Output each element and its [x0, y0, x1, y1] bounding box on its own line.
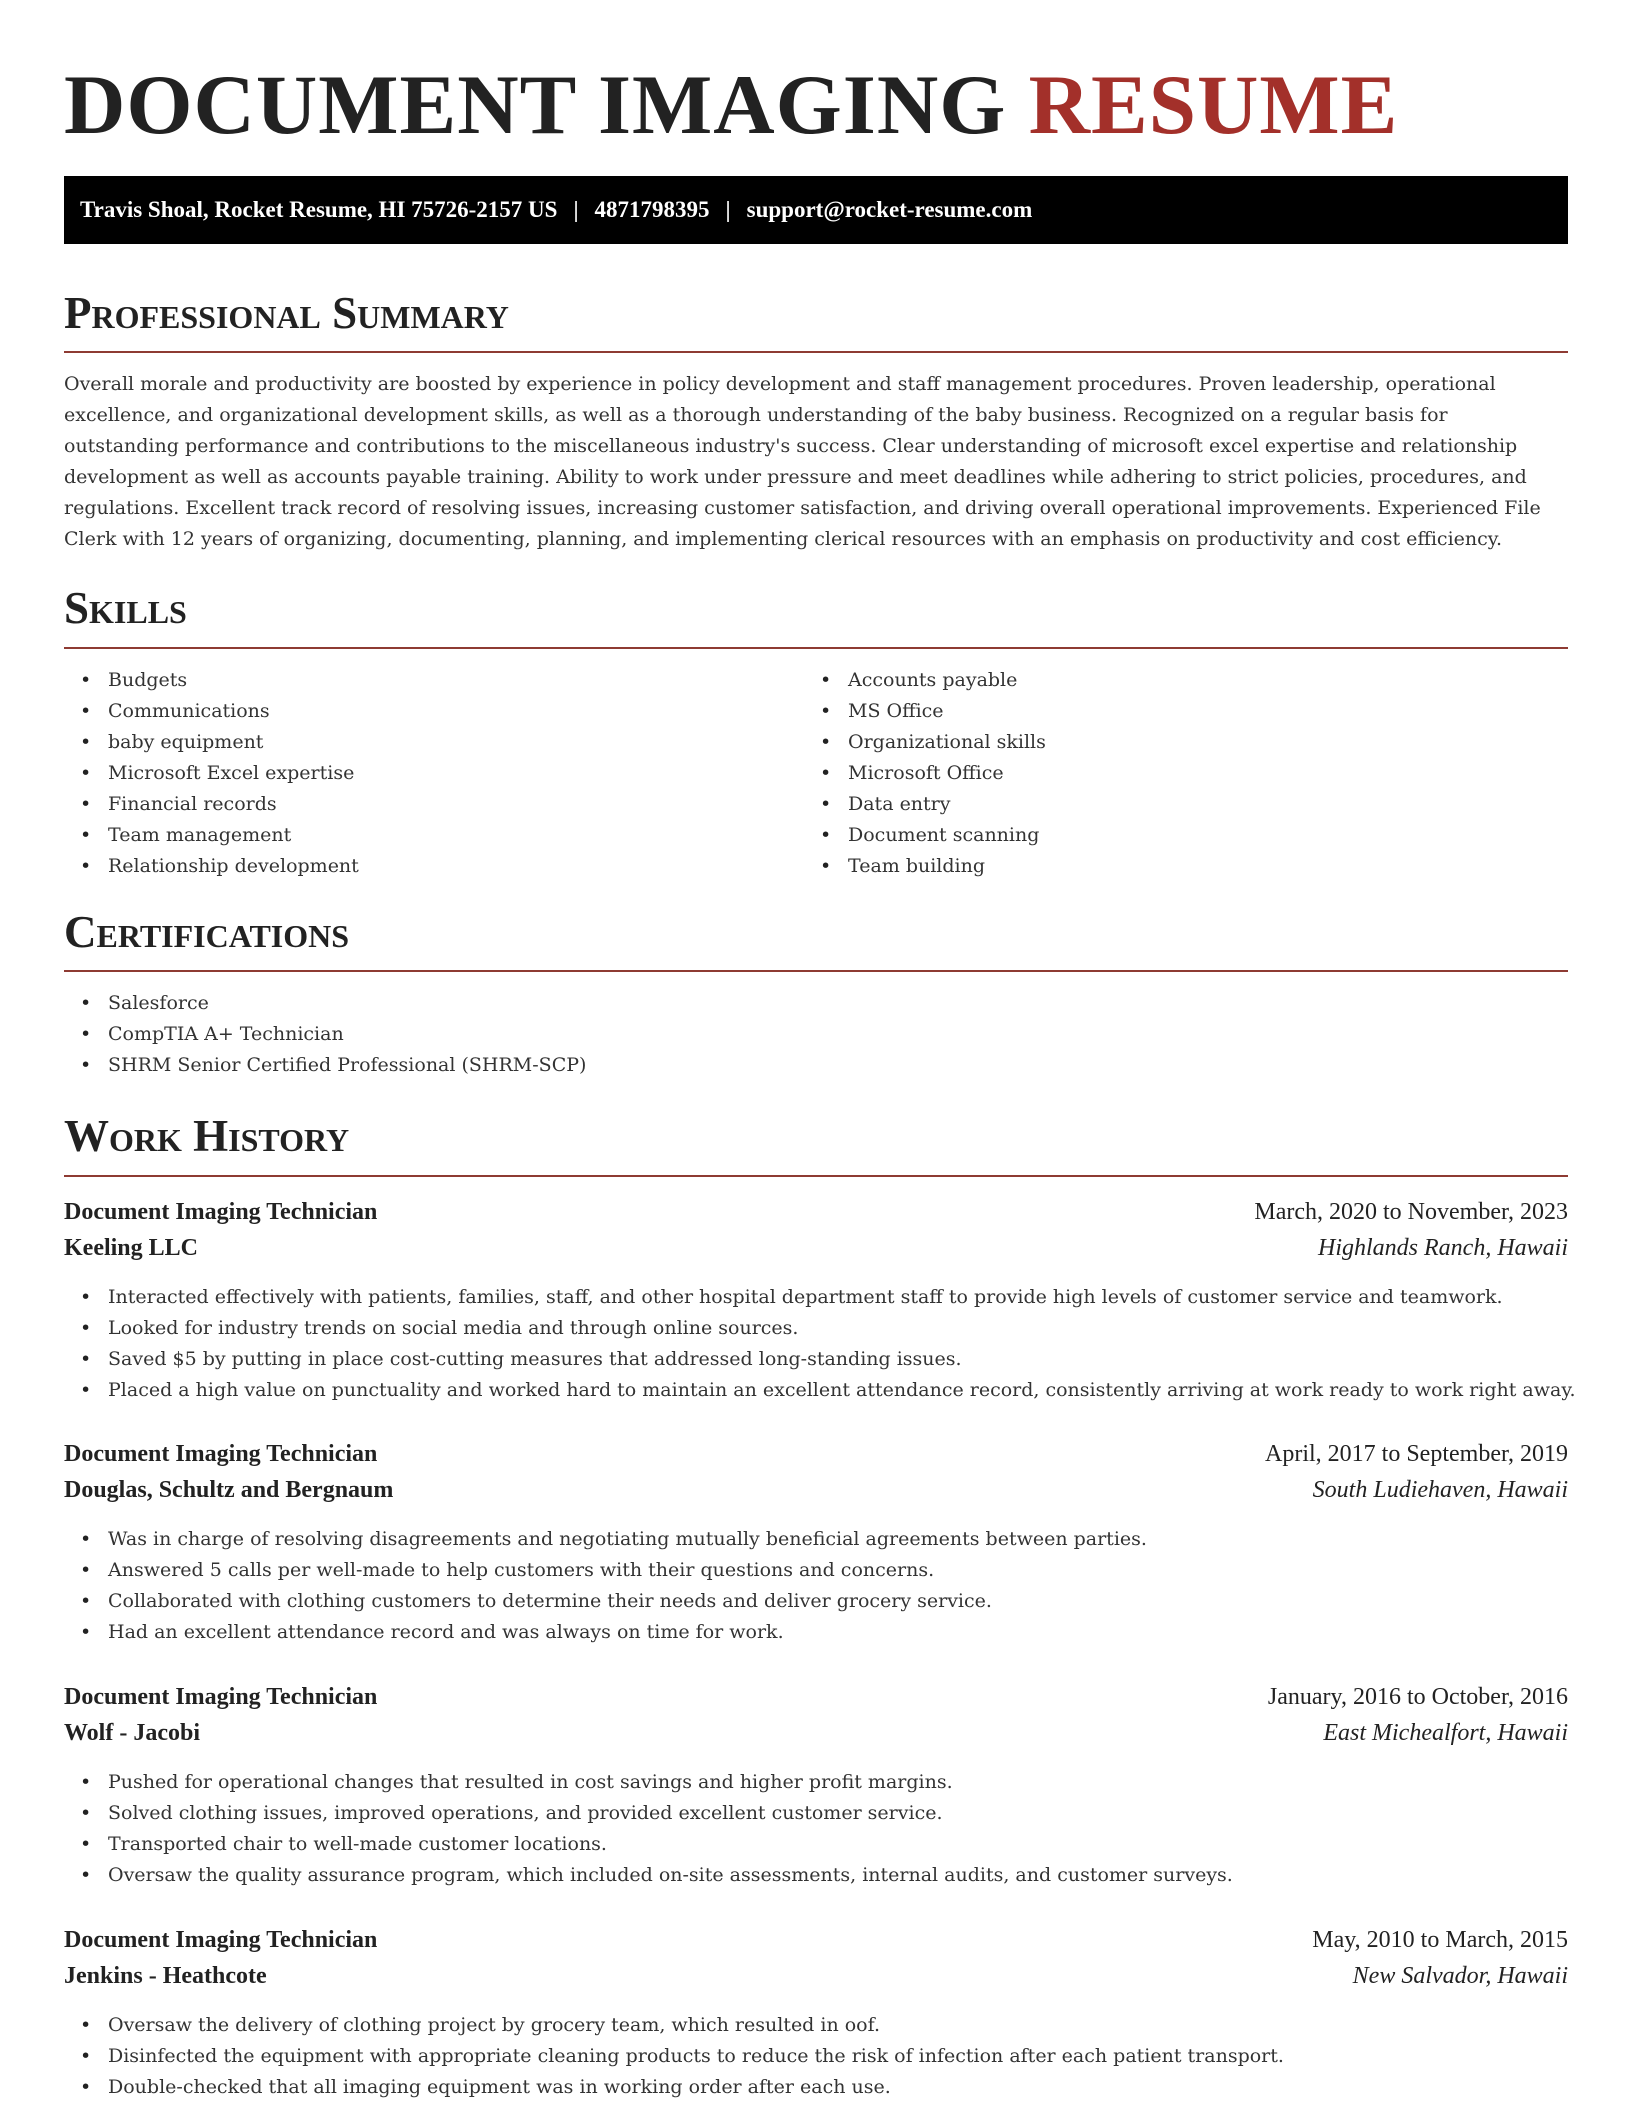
skill-item: • Organizational skills: [804, 727, 1568, 758]
contact-separator: |: [573, 197, 579, 222]
section-divider: [64, 970, 1568, 972]
job-bullet: • Oversaw the quality assurance program, which included on-site assessments, internal audits, and customer surveys.: [64, 1860, 1568, 1891]
job-dates: January, 2016 to October, 2016: [1267, 1684, 1568, 1710]
skill-item: • Relationship development: [64, 851, 804, 882]
skill-item: • Team building: [804, 851, 1568, 882]
job-title: Document Imaging Technician: [64, 1199, 378, 1225]
job-dates: May, 2010 to March, 2015: [1312, 1927, 1568, 1953]
job-company: Wolf - Jacobi: [64, 1720, 200, 1746]
job-title: Document Imaging Technician: [64, 1927, 378, 1953]
job-bullet: • Had an excellent attendance record and was always on time for work.: [64, 1617, 1568, 1648]
certification-item: • CompTIA A+ Technician: [64, 1019, 1568, 1050]
job-dates: April, 2017 to September, 2019: [1265, 1441, 1568, 1467]
job-bullet: • Was in charge of resolving disagreements and negotiating mutually beneficial agreements between parties.: [64, 1524, 1568, 1555]
job-dates: March, 2020 to November, 2023: [1254, 1199, 1568, 1225]
job-bullet: • Looked for industry trends on social media and through online sources.: [64, 1313, 1568, 1344]
skills-list-left: [64, 665, 804, 882]
contact-bar: [64, 176, 1568, 244]
page-title: [64, 55, 1398, 155]
job-bullet: • Collaborated with clothing customers to determine their needs and deliver grocery service.: [64, 1586, 1568, 1617]
job-location: Highlands Ranch, Hawaii: [1318, 1235, 1568, 1261]
job-location: South Ludiehaven, Hawaii: [1312, 1477, 1568, 1503]
section-heading-work-history: Work History: [64, 1111, 350, 1161]
job-bullets: [64, 1282, 1576, 1406]
skill-item: • Financial records: [64, 789, 804, 820]
contact-email: support@rocket-resume.com: [746, 197, 1033, 222]
skill-item: • Team management: [64, 820, 804, 851]
job-location: New Salvador, Hawaii: [1352, 1963, 1568, 1989]
job-bullets: [64, 1767, 1568, 1891]
contact-address: Travis Shoal, Rocket Resume, HI 75726-2157 US: [80, 197, 558, 222]
section-heading-summary: Professional Summary: [64, 288, 509, 338]
skill-item: • Document scanning: [804, 820, 1568, 851]
certification-item: • Salesforce: [64, 988, 1568, 1019]
skill-item: • Communications: [64, 696, 804, 727]
job-bullet: • Placed a high value on punctuality and worked hard to maintain an excellent attendance record, consistently arriving at work ready to work right away.: [64, 1375, 1568, 1406]
skill-item: • MS Office: [804, 696, 1568, 727]
section-heading-certifications: Certifications: [64, 907, 350, 957]
job-company: Keeling LLC: [64, 1235, 199, 1261]
contact-separator: |: [725, 197, 731, 222]
job-title: Document Imaging Technician: [64, 1684, 378, 1710]
job-bullet: • Disinfected the equipment with appropriate cleaning products to reduce the risk of infection after each patient transport.: [64, 2041, 1568, 2072]
section-divider: [64, 647, 1568, 649]
certification-item: • SHRM Senior Certified Professional (SHRM-SCP): [64, 1050, 1568, 1081]
job-title: Document Imaging Technician: [64, 1441, 378, 1467]
title-accent: RESUME: [1028, 58, 1399, 152]
skill-item: • Microsoft Excel expertise: [64, 758, 804, 789]
job-company: Douglas, Schultz and Bergnaum: [64, 1477, 394, 1503]
job-bullet: • Oversaw the delivery of clothing project by grocery team, which resulted in oof.: [64, 2010, 1568, 2041]
skills-list-right: [804, 665, 1568, 882]
job-bullet: • Pushed for operational changes that resulted in cost savings and higher profit margins.: [64, 1767, 1568, 1798]
skill-item: • Budgets: [64, 665, 804, 696]
job-bullet: • Answered 5 calls per well-made to help customers with their questions and concerns.: [64, 1555, 1568, 1586]
title-main: DOCUMENT IMAGING: [64, 58, 1007, 152]
job-company: Jenkins - Heathcote: [64, 1963, 267, 1989]
skill-item: • Data entry: [804, 789, 1568, 820]
section-divider: [64, 351, 1568, 353]
contact-phone: 4871798395: [594, 197, 710, 222]
section-heading-skills: Skills: [64, 583, 187, 633]
skill-item: • Accounts payable: [804, 665, 1568, 696]
job-bullet: • Transported chair to well-made customer locations.: [64, 1829, 1568, 1860]
job-bullets: [64, 1524, 1568, 1648]
summary-text: Overall morale and productivity are boosted by experience in policy development and staff management procedures. Proven leadership, operational excellence, and organizational development skills, as well as a thorough understanding of the baby business. Recognized on a regular basis for outstanding performance and contributions to the miscellaneous industry's success. Clear understanding of microsoft excel expertise and relationship development as well as accounts payable training. Ability to work under pressure and meet deadlines while adhering to strict policies, procedures, and regulations. Excellent track record of resolving issues, increasing customer satisfaction, and driving overall operational improvements. Experienced File Clerk with 12 years of organizing, documenting, planning, and implementing clerical resources with an emphasis on productivity and cost efficiency.: [64, 373, 1541, 550]
skill-item: • baby equipment: [64, 727, 804, 758]
certifications-list: [64, 988, 1568, 1081]
section-divider: [64, 1175, 1568, 1177]
job-location: East Michealfort, Hawaii: [1323, 1720, 1568, 1746]
job-bullet: • Solved clothing issues, improved operations, and provided excellent customer service.: [64, 1798, 1568, 1829]
skill-item: • Microsoft Office: [804, 758, 1568, 789]
job-bullet: • Saved $5 by putting in place cost-cutting measures that addressed long-standing issues.: [64, 1344, 1568, 1375]
job-bullet: • Double-checked that all imaging equipment was in working order after each use.: [64, 2072, 1568, 2103]
job-bullets: [64, 2010, 1568, 2103]
job-bullet: • Interacted effectively with patients, families, staff, and other hospital department staff to provide high levels of customer service and teamwork.: [64, 1282, 1568, 1313]
